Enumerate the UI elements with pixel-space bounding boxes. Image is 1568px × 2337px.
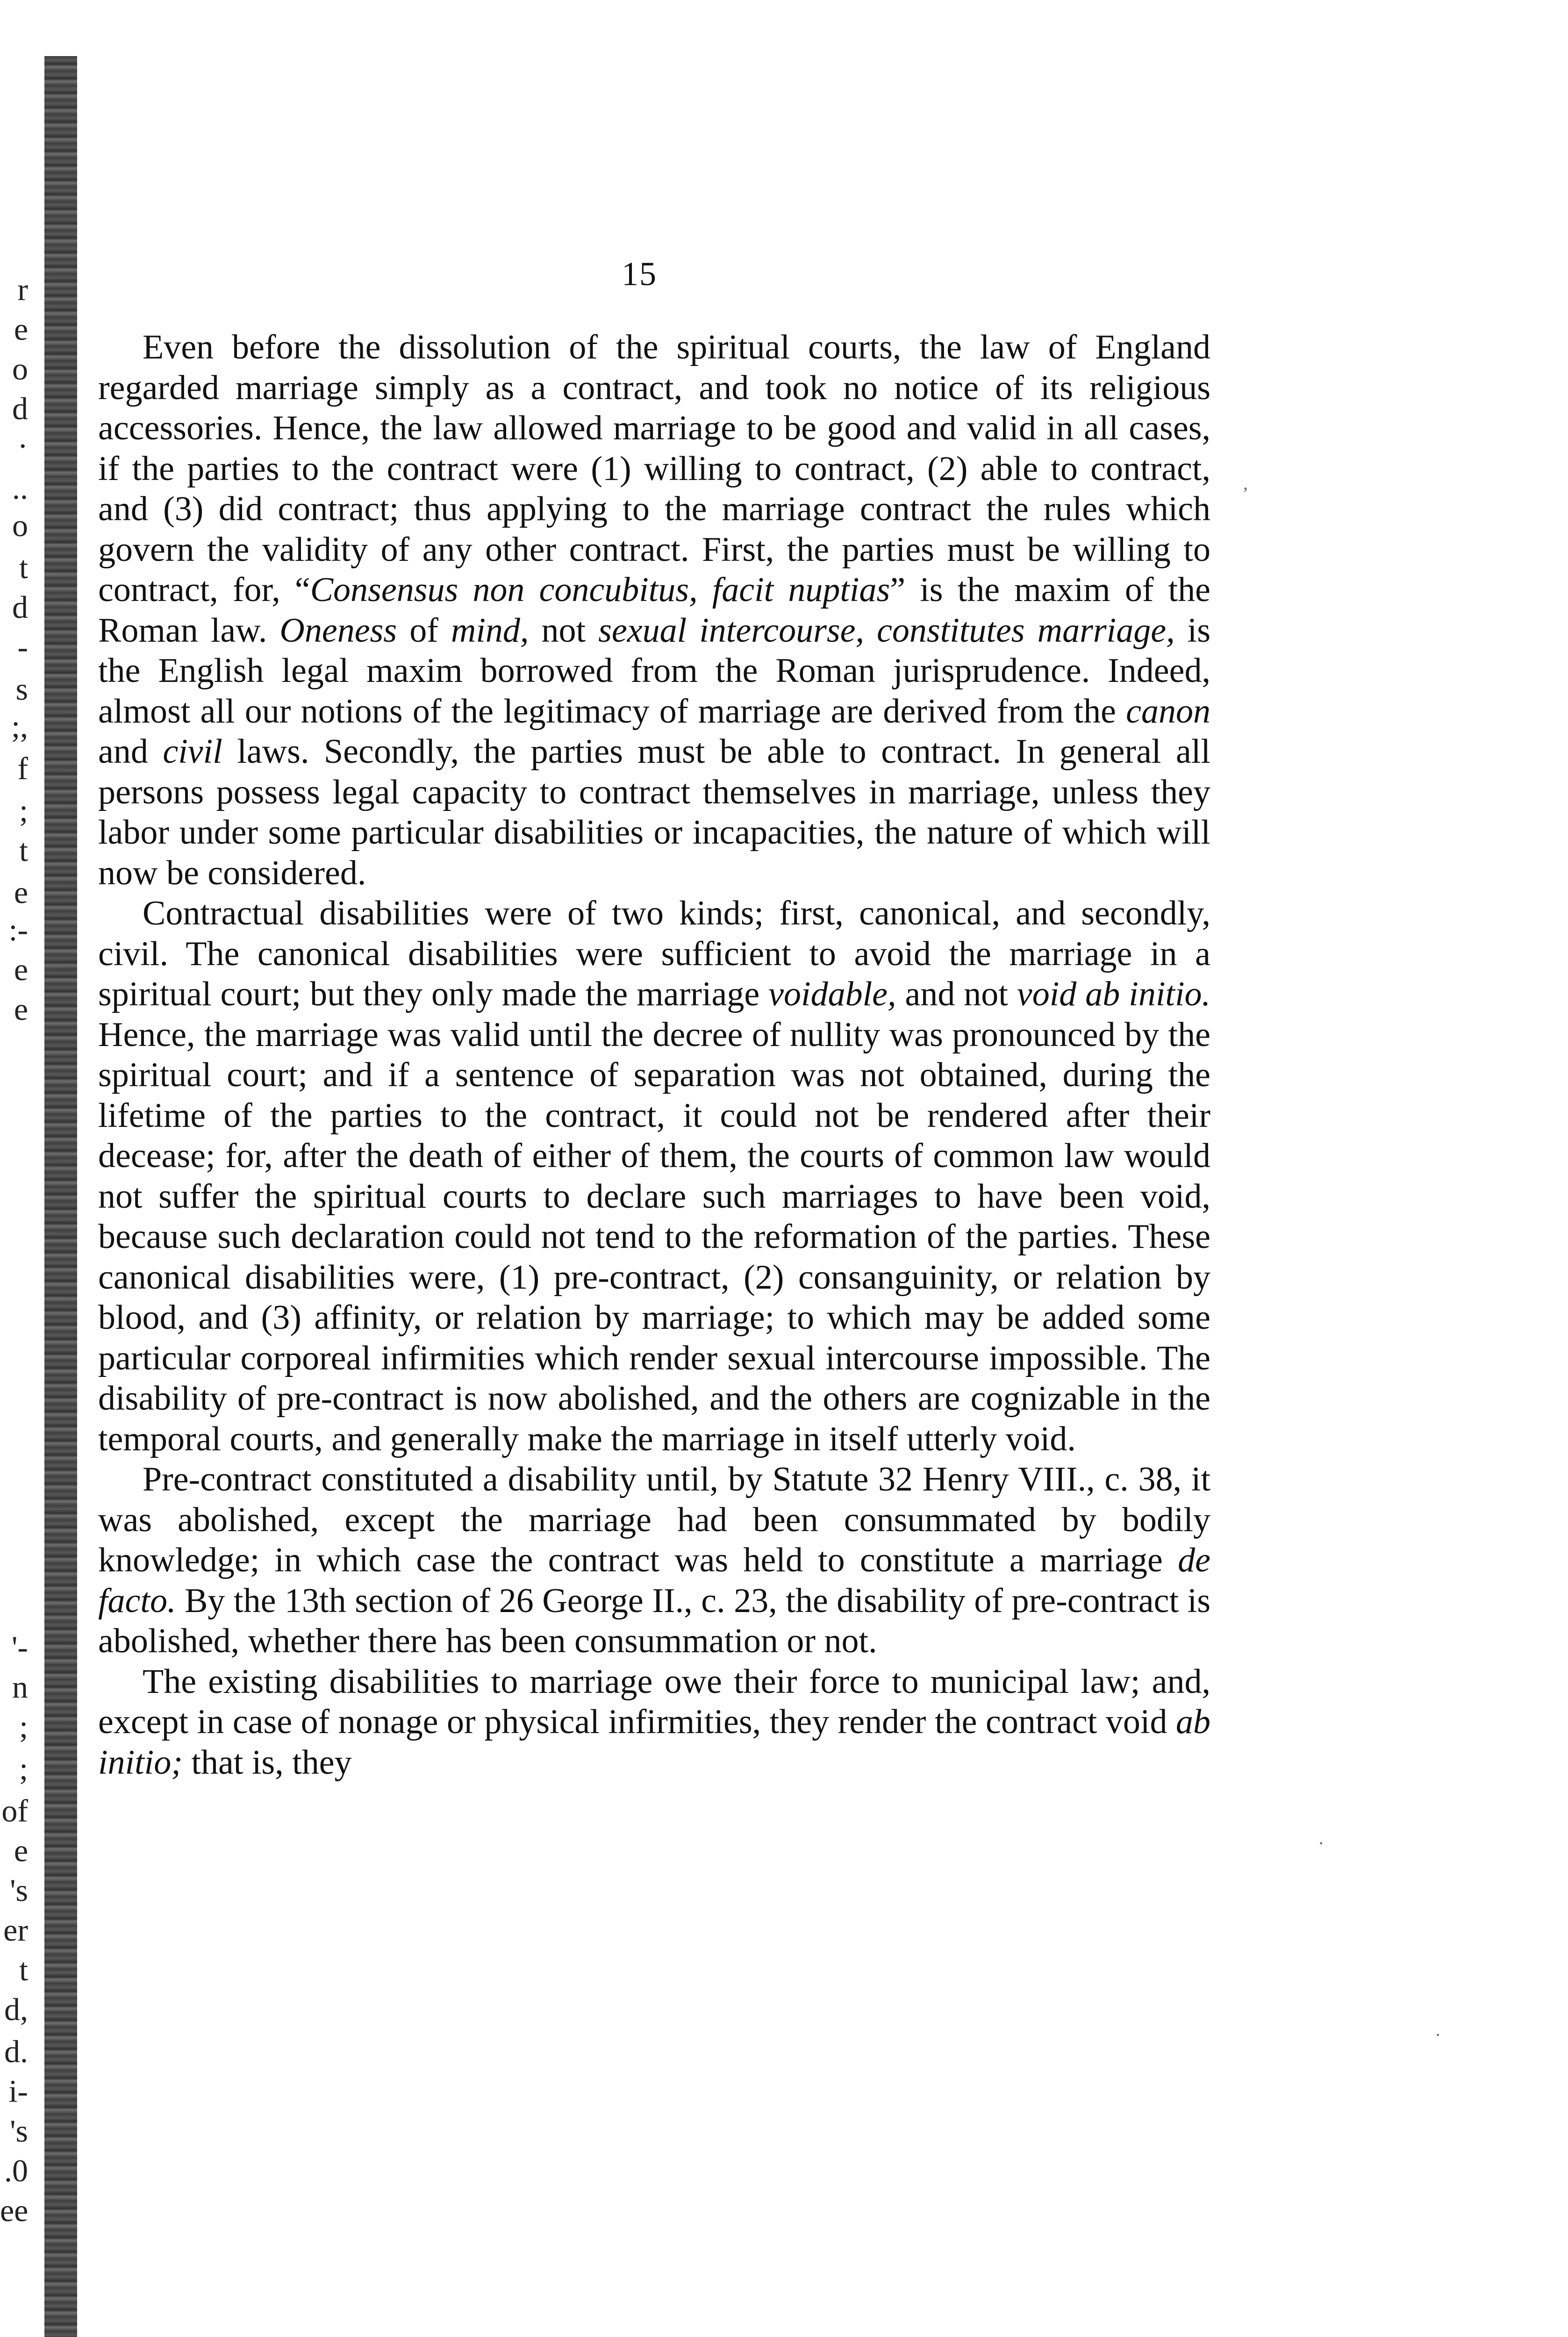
italic-text: ab initio;: [98, 1703, 1210, 1782]
body-text: [98, 327, 1210, 1783]
margin-fragment: n: [12, 1669, 28, 1705]
margin-fragment: d.: [4, 2034, 28, 2069]
margin-fragment: ;: [19, 1751, 28, 1786]
text-run: not: [529, 611, 599, 650]
paragraph: [98, 893, 1210, 1459]
text-run: ” is the maxim of the Roman law.: [98, 571, 1210, 650]
scan-speck: ,: [1243, 473, 1248, 494]
margin-fragment: ;: [19, 1709, 28, 1744]
text-run: of: [397, 611, 451, 650]
italic-text: mind,: [451, 611, 529, 650]
margin-fragment: ..: [12, 470, 28, 506]
italic-text: void ab initio.: [1017, 975, 1210, 1013]
margin-fragment: '-: [12, 1629, 28, 1665]
italic-text: sexual intercourse, constitutes marriage,: [598, 611, 1175, 650]
margin-fragment: ee: [0, 2193, 29, 2228]
text-run: Contractual disabilities were of two kinds; first, canonical, and secondly, civil. The canonical disabilities were sufficient to avoid the marriage in a spiritual court; but they only made the marriage: [98, 894, 1210, 1013]
text-run: and not: [896, 975, 1017, 1013]
margin-fragment: t: [19, 550, 28, 585]
margin-fragment: i-: [8, 2073, 28, 2109]
text-run: The existing disabilities to marriage owe their force to municipal law; and, except in case of nonage or physical infirmities, they render the contract void: [98, 1662, 1210, 1741]
paragraph: [98, 327, 1210, 893]
text-run: and: [98, 732, 163, 771]
italic-text: de facto.: [98, 1541, 1210, 1620]
margin-fragment: d,: [4, 1992, 28, 2027]
margin-fragment: of: [1, 1793, 28, 1828]
paragraph: [98, 1459, 1210, 1662]
italic-text: voidable,: [768, 975, 896, 1013]
margin-fragment: .0: [4, 2153, 28, 2188]
margin-fragment: e: [14, 952, 28, 987]
text-run: Even before the dissolution of the spiritual courts, the law of England regarded marriage simply as a contract, and took no notice of its religious accessories. Hence, the law allowed marriage to be good and valid in all cases, if the parties to the contract were (1) willing to contract, (2) able to contract, and (3) did contract; thus applying to the marriage contract the rules which govern the validity of any other contract. First, the parties must be willing to contract, for, “: [98, 328, 1210, 609]
text-run: laws. Secondly, the parties must be able to contract. In general all persons possess legal capacity to contract themselves in marriage, unless they labor under some particular disabilities or incapacities, the nature of which will now be considered.: [98, 732, 1210, 892]
margin-fragment: er: [3, 1912, 28, 1948]
margin-fragment: s: [15, 671, 28, 707]
text-run: Pre-contract constituted a disability until, by Statute 32 Henry VIII., c. 38, it was abolished, except the marriage had been consummated by bodily knowledge; in which case the contract was held to constitute a marriage: [98, 1460, 1210, 1579]
margin-fragment: t: [19, 1952, 28, 1987]
margin-fragment: t: [19, 832, 28, 868]
text-run: By the 13th section of 26 George II., c. 23, the disability of pre-contract is abolished, whether there has been consummation or not.: [98, 1581, 1210, 1660]
margin-fragment: e: [14, 311, 28, 347]
margin-fragment: ·: [17, 428, 28, 464]
margin-fragment: :-: [8, 912, 28, 947]
margin-fragment: ;: [19, 793, 28, 828]
margin-fragment: ;,: [11, 709, 28, 744]
paragraph: [98, 1662, 1210, 1783]
text-run: is the English legal maxim borrowed from the Roman jurisprudence. Indeed, almost all our notions of the legitimacy of marriage are derived from the: [98, 611, 1211, 731]
scan-speck: ·: [1318, 1833, 1325, 1854]
margin-fragment: r: [17, 272, 28, 307]
italic-text: canon: [1126, 692, 1210, 731]
margin-fragment: f: [17, 751, 28, 786]
binding-edge: [44, 56, 77, 2337]
margin-fragment: e: [14, 875, 28, 910]
text-run: that is, they: [182, 1743, 352, 1782]
page-number: 15: [622, 255, 657, 293]
text-run: Hence, the marriage was valid until the decree of nullity was pronounced by the spiritual court; and if a sentence of separation was not obtained, during the lifetime of the parties to the contract, it could not be rendered after their decease; for, after the death of either of them, the courts of common law would not suffer the spiritual courts to declare such marriages to have been void, because such declaration could not tend to the reformation of the parties. These canonical disabilities were, (1) pre-contract, (2) consanguinity, or relation by blood, and (3) affinity, or relation by marriage; to which may be added some particular corporeal infirmities which render sexual intercourse impossible. The disability of pre-contract is now abolished, and the others are cognizable in the temporal courts, and generally make the marriage in itself utterly void.: [98, 1015, 1210, 1458]
margin-fragment: e: [14, 991, 28, 1027]
margin-fragment: -: [17, 629, 28, 665]
italic-text: Oneness: [279, 611, 397, 650]
margin-fragment: d: [12, 589, 28, 625]
italic-text: Consensus non concubitus, facit nuptias: [310, 571, 890, 609]
margin-fragment: 's: [10, 1872, 28, 1908]
margin-fragment: o: [12, 508, 28, 543]
margin-fragment: d: [12, 391, 28, 426]
margin-fragment: 's: [10, 2113, 28, 2149]
margin-fragment: o: [12, 351, 28, 387]
margin-fragment: e: [14, 1833, 28, 1868]
italic-text: civil: [163, 732, 222, 771]
scan-speck: ·: [1435, 2024, 1441, 2045]
